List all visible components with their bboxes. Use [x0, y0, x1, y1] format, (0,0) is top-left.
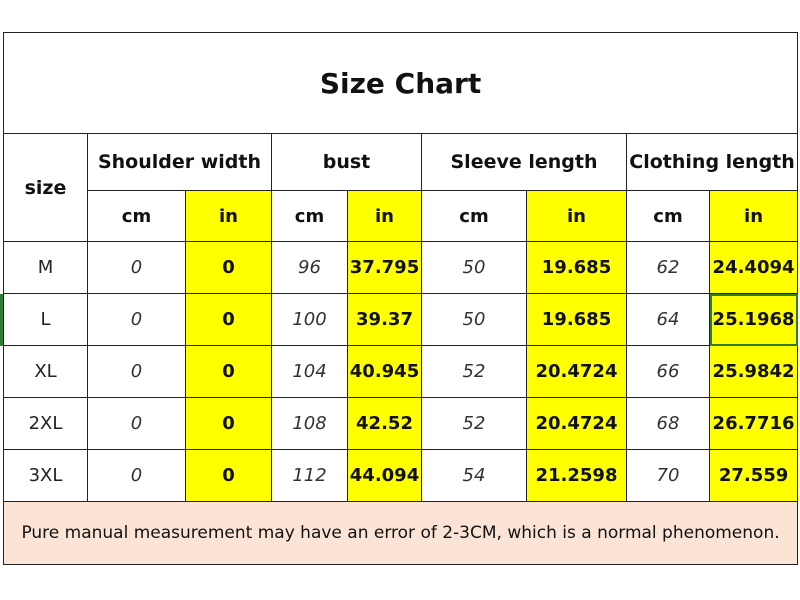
size-chart-sheet — [3, 32, 797, 564]
selected-row-marker — [0, 294, 3, 346]
table-row — [4, 346, 798, 398]
size-cell[interactable]: L — [4, 294, 88, 346]
cm-value-cell[interactable]: 52 — [422, 346, 527, 398]
bust-header[interactable]: bust — [272, 134, 422, 191]
in-value-cell[interactable]: 24.4094 — [710, 242, 798, 294]
sleeve-length-header[interactable]: Sleeve length — [422, 134, 627, 191]
shoulder-width-header[interactable]: Shoulder width — [88, 134, 272, 191]
size-cell[interactable]: 3XL — [4, 450, 88, 502]
in-value-cell[interactable]: 20.4724 — [527, 398, 627, 450]
size-cell[interactable]: M — [4, 242, 88, 294]
cm-value-cell[interactable]: 50 — [422, 242, 527, 294]
cm-value-cell[interactable]: 0 — [88, 346, 186, 398]
cm-value-cell[interactable]: 108 — [272, 398, 348, 450]
cm-value-cell[interactable]: 0 — [88, 398, 186, 450]
cm-value-cell[interactable]: 112 — [272, 450, 348, 502]
cm-value-cell[interactable]: 100 — [272, 294, 348, 346]
measurement-note: Pure manual measurement may have an error of 2-3CM, which is a normal phenomenon. — [4, 502, 798, 565]
unit-header-in[interactable]: in — [710, 191, 798, 242]
in-value-cell[interactable]: 37.795 — [348, 242, 422, 294]
in-value-cell[interactable]: 40.945 — [348, 346, 422, 398]
in-value-cell[interactable]: 25.9842 — [710, 346, 798, 398]
in-value-cell[interactable]: 42.52 — [348, 398, 422, 450]
unit-header-in[interactable]: in — [527, 191, 627, 242]
cm-value-cell[interactable]: 104 — [272, 346, 348, 398]
in-value-cell[interactable]: 0 — [186, 294, 272, 346]
selected-cell[interactable]: 25.1968 — [710, 294, 798, 346]
in-value-cell[interactable]: 21.2598 — [527, 450, 627, 502]
cm-value-cell[interactable]: 64 — [627, 294, 710, 346]
in-value-cell[interactable]: 19.685 — [527, 294, 627, 346]
table-row — [4, 294, 798, 346]
cm-value-cell[interactable]: 0 — [88, 450, 186, 502]
unit-header-cm[interactable]: cm — [422, 191, 527, 242]
in-value-cell[interactable]: 0 — [186, 346, 272, 398]
cm-value-cell[interactable]: 0 — [88, 242, 186, 294]
table-row — [4, 398, 798, 450]
in-value-cell[interactable]: 27.559 — [710, 450, 798, 502]
cm-value-cell[interactable]: 96 — [272, 242, 348, 294]
in-value-cell[interactable]: 0 — [186, 242, 272, 294]
unit-header-cm[interactable]: cm — [627, 191, 710, 242]
cm-value-cell[interactable]: 66 — [627, 346, 710, 398]
in-value-cell[interactable]: 20.4724 — [527, 346, 627, 398]
cm-value-cell[interactable]: 50 — [422, 294, 527, 346]
cm-value-cell[interactable]: 70 — [627, 450, 710, 502]
cm-value-cell[interactable]: 0 — [88, 294, 186, 346]
size-column-header[interactable]: size — [4, 134, 88, 242]
clothing-length-header[interactable]: Clothing length — [627, 134, 798, 191]
cm-value-cell[interactable]: 68 — [627, 398, 710, 450]
table-row — [4, 450, 798, 502]
unit-header-in[interactable]: in — [348, 191, 422, 242]
in-value-cell[interactable]: 39.37 — [348, 294, 422, 346]
table-row — [4, 242, 798, 294]
size-cell[interactable]: XL — [4, 346, 88, 398]
unit-header-cm[interactable]: cm — [88, 191, 186, 242]
in-value-cell[interactable]: 0 — [186, 398, 272, 450]
in-value-cell[interactable]: 0 — [186, 450, 272, 502]
unit-header-in[interactable]: in — [186, 191, 272, 242]
unit-header-cm[interactable]: cm — [272, 191, 348, 242]
in-value-cell[interactable]: 19.685 — [527, 242, 627, 294]
cm-value-cell[interactable]: 54 — [422, 450, 527, 502]
in-value-cell[interactable]: 26.7716 — [710, 398, 798, 450]
in-value-cell[interactable]: 44.094 — [348, 450, 422, 502]
page-title: Size Chart — [4, 33, 798, 134]
size-chart-table — [3, 32, 798, 565]
cm-value-cell[interactable]: 62 — [627, 242, 710, 294]
size-cell[interactable]: 2XL — [4, 398, 88, 450]
cm-value-cell[interactable]: 52 — [422, 398, 527, 450]
